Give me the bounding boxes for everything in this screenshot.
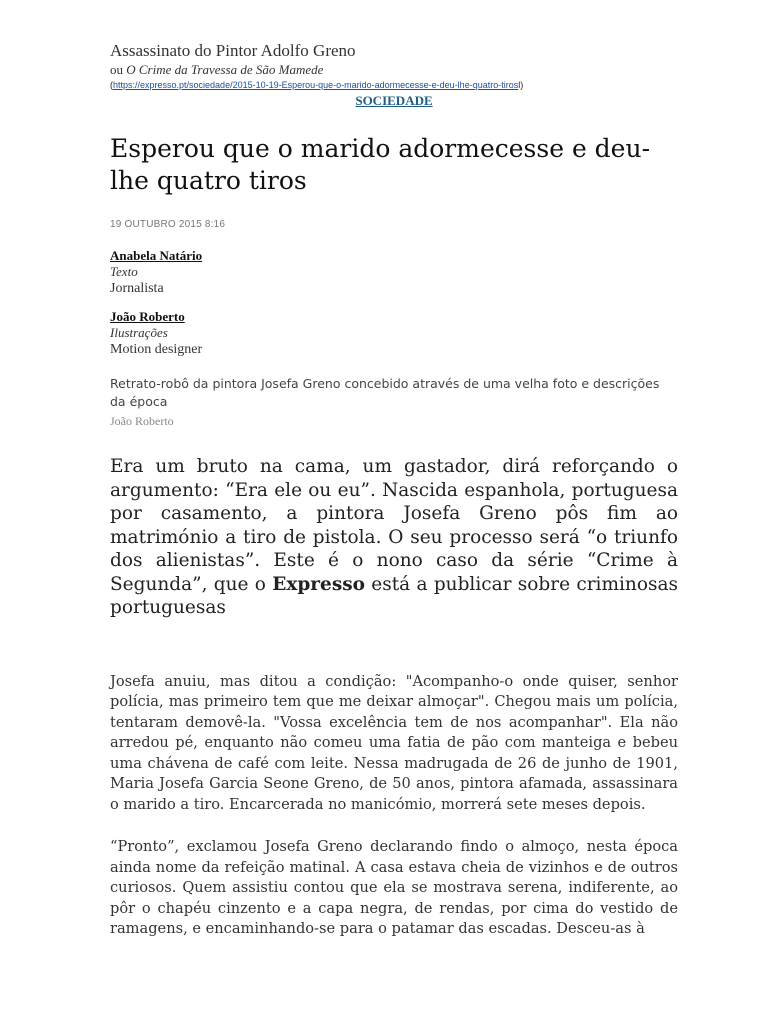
body-paragraph: Josefa anuiu, mas ditou a condição: "Acompanho-o onde quiser, senhor polícia, mas primeiro tem que me deixar almoçar". Chegou mais um polícia, tentaram demovê-la. "Vossa excelência tem de nos acompanhar". Ela não arredou pé, enquanto não comeu uma fatia de pão com manteiga e bebeu uma chávena de café com leite. Nessa madrugada de 26 de junho de 1901, Maria Josefa Garcia Seone Greno, de 50 anos, pintora afamada, assassinara o marido a tiro. Encarcerada no manicómio, morrerá sete meses depois. [110,672,678,813]
image-caption: Retrato-robô da pintora Josefa Greno concebido através de uma velha foto e descrições da época [110,376,660,409]
image-caption-credit: João Roberto [110,414,174,428]
source-open-paren: ( [110,80,113,90]
publish-date: 19 OUTUBRO 2015 8:16 [110,219,226,230]
credit-job: Jornalista [110,281,164,296]
article-lead [110,455,678,620]
article-headline: Esperou que o marido adormecesse e deu-lhe quatro tiros [110,134,651,195]
credit-name-link[interactable]: Anabela Natário [110,248,203,263]
source-close: l) [518,80,524,90]
source-link[interactable]: https://expresso.pt/sociedade/2015-10-19-Esperou-que-o-marido-adormecesse-e-deu-lhe-quatro-tiros [113,80,519,90]
lead-publication-name: Expresso [272,573,365,595]
credit-role: Texto [110,264,138,279]
series-title: Assassinato do Pintor Adolfo Greno [110,41,356,60]
body-paragraph: “Pronto”, exclamou Josefa Greno declarando findo o almoço, nesta época ainda nome da refeição matinal. A casa estava cheia de vizinhos e de outros curiosos. Quem assistiu contou que ela se mostrava serena, indiferente, ao pôr o chapéu cinzento e a capa negra, de rendas, por cima do vestido de ramagens, e encaminhando-se para o patamar das escadas. Desceu-as à [110,838,678,937]
article-page [110,40,678,954]
credit-job: Motion designer [110,342,203,357]
source-line [110,78,678,92]
credit-name-link[interactable]: João Roberto [110,309,185,324]
credit-illustrator [110,309,678,358]
subtitle-italic: O Crime da Travessa de São Mamede [126,62,324,77]
credit-role: Ilustrações [110,325,168,340]
lead-text-before: Era um bruto na cama, um gastador, dirá reforçando o argumento: “Era ele ou eu”. Nascida espanhola, portuguesa por casamento, a pintora Josefa Greno pôs fim ao matrimónio a tiro de pistola. O seu processo será “o triunfo dos alienistas”. Este é o nono caso da série “Crime à Segunda”, que o [110,456,678,595]
subtitle-prefix: ou [110,62,123,77]
series-subtitle [110,62,678,78]
lead-text-after: está a publicar sobre criminosas portuguesas [110,573,678,618]
section-link-sociedade[interactable]: SOCIEDADE [355,93,433,108]
credit-author [110,248,678,297]
